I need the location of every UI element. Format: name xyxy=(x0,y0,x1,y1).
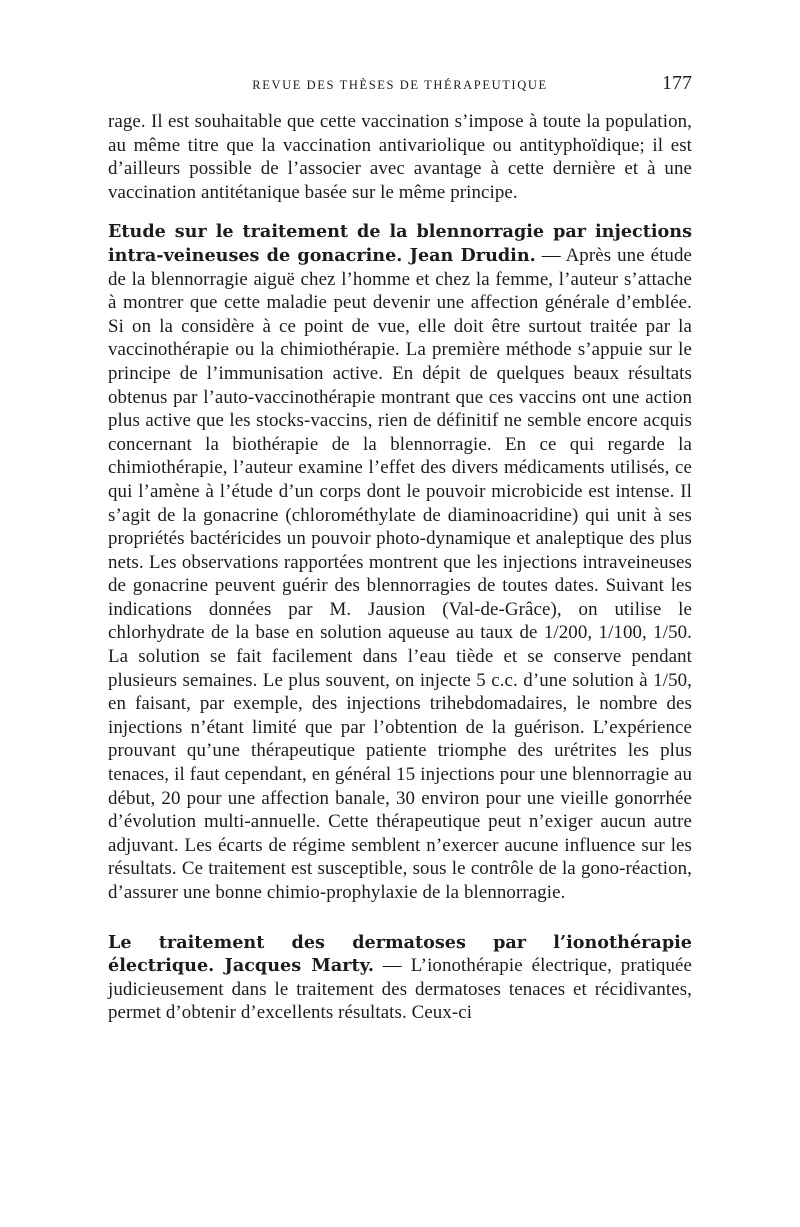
running-title: REVUE DES THÈSES DE THÉRAPEUTIQUE xyxy=(252,78,548,92)
document-page xyxy=(108,68,692,1025)
section-body: — Après une étude de la blennorragie aiguë chez l’homme et chez la femme, l’auteur s’attache à montrer que cette maladie peut devenir une affection générale d’emblée. Si on la considère à ce point de vue, elle doit être surtout traitée par la vaccinothérapie ou la chimiothérapie. La première méthode s’appuie sur le principe de l’immunisation active. En dépit de quelques beaux résultats obtenus par l’auto-vaccinothérapie montrant que ces vaccins ont une action plus active que les stocks-vaccins, rien de définitif ne semble encore acquis concernant la biothérapie de la blennorragie. En ce qui regarde la chimiothérapie, l’auteur examine l’effet des divers médicaments utilisés, ce qui l’amène à l’étude d’un corps dont le pouvoir microbicide est intense. Il s’agit de la gonacrine (chlorométhylate de diaminoacridine) qui unit à ses propriétés bactéricides un pouvoir photo-dynamique et analeptique des plus nets. Les observations rapportées montrent que les injections intraveineuses de gonacrine peuvent guérir des blennorragies de toutes dates. Suivant les indications données par M. Jausion (Val-de-Grâce), on utilise le chlorhydrate de la base en solution aqueuse au taux de 1/200, 1/100, 1/50. La solution se fait facilement dans l’eau tiède et se conserve pendant plusieurs semaines. Le plus souvent, on injecte 5 c.c. d’une solution à 1/50, en faisant, par exemple, des injections trihebdomadaires, le nombre des injections n’étant limité que par l’obtention de la guérison. L’expérience prouvant qu’une thérapeutique patiente triomphe des urétrites les plus tenaces, il faut cependant, en général 15 injections pour une blennorragie au début, 20 pour une affection banale, 30 environ pour une vieille gonorrhée d’évolution multi-annuelle. Cette thérapeutique peut n’exiger aucun autre adjuvant. Les écarts de régime semblent n’exercer aucune influence sur les résultats. Ce traitement est susceptible, sous le contrôle de la gono-réaction, d’assurer une bonne chimio-prophylaxie de la blennorragie. xyxy=(108,244,693,903)
section-body: — L’ionothérapie électrique, pratiquée judicieusement dans le traitement des dermatoses tenaces et récidivantes, permet d’obtenir d’excellents résultats. Ceux-ci xyxy=(108,955,692,1024)
section-drudin xyxy=(108,220,692,904)
section-title: Le traitement des dermatoses par l’ionothérapie électrique. Jacques Marty. xyxy=(108,931,692,977)
intro-paragraph: rage. Il est souhaitable que cette vaccination s’impose à toute la population, au même titre que la vaccination antivariolique ou antityphoïdique; il est d’ailleurs possible de l’associer avec avantage à cette dernière et à une vaccination antitétanique basée sur le même principe. xyxy=(108,111,692,203)
section-marty xyxy=(108,931,692,1025)
page-header xyxy=(108,68,692,100)
section-title: Etude sur le traitement de la blennorragie par injections intra-veineuses de gonacrine. Jean Drudin. xyxy=(108,221,692,266)
page-number: 177 xyxy=(662,72,692,94)
